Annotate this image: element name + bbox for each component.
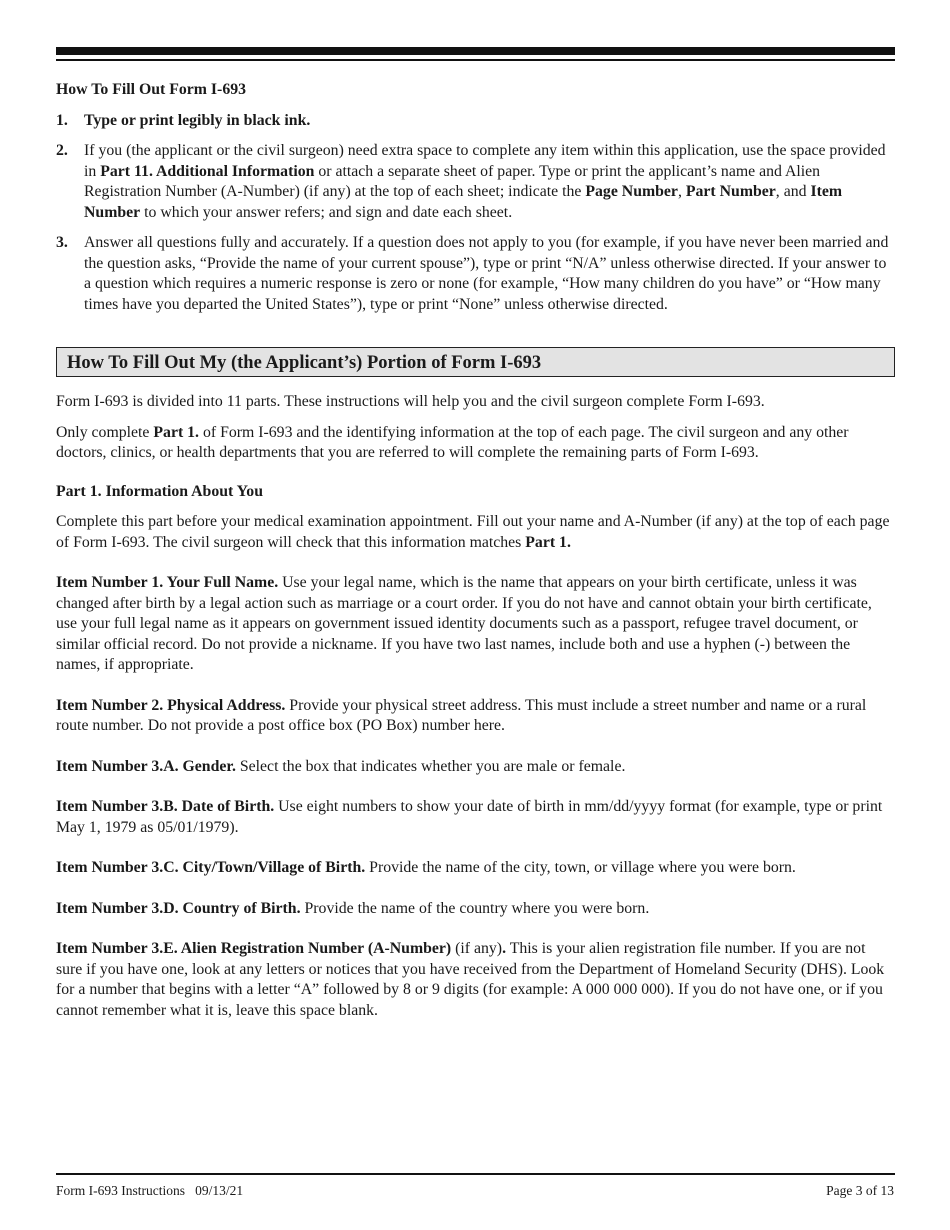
part1-paragraph: Complete this part before your medical examination appointment. Fill out your name and A-Number (if any) at the top of each page of Form I-693. The civil surgeon will check that this information matches Part 1.	[56, 513, 890, 551]
instruction-number: 3.	[56, 234, 68, 251]
item-paragraph: Item Number 3.A. Gender. Select the box that indicates whether you are male or female.	[56, 757, 626, 775]
item-paragraph: Item Number 1. Your Full Name. Use your legal name, which is the name that appears on your birth certificate, unless it was changed after birth by a legal action such as marriage or a court order. If you do not have and cannot obtain your birth certificate, use your full legal name as it appears on government issued identity documents such as a passport, refugee travel document, or similar official record. Do not provide a nickname. If you have two last names, include both and use a hyphen (-) between the names, if appropriate.	[56, 574, 872, 673]
intro-paragraph: Only complete Part 1. of Form I-693 and the identifying information at the top of each page. The civil surgeon and any other doctors, clinics, or health departments that you are referred to will complete the remaining parts of Form I-693.	[56, 423, 849, 461]
section-title-box: How To Fill Out My (the Applicant’s) Portion of Form I-693	[56, 347, 895, 377]
item-label: Item Number 3.A. Gender.	[56, 757, 236, 775]
instruction-item	[56, 233, 895, 315]
page-content	[56, 80, 895, 1021]
item-paragraph: Item Number 3.D. Country of Birth. Provide the name of the country where you were born.	[56, 899, 650, 917]
instruction-number: 1.	[56, 111, 68, 129]
item-label: Item Number 3.E. Alien Registration Number (A-Number)	[56, 940, 452, 957]
part1-heading: Part 1. Information About You	[56, 482, 263, 500]
form-heading: How To Fill Out Form I-693	[56, 81, 247, 98]
instruction-text: If you (the applicant or the civil surgeon) need extra space to complete any item within this application, use the space provided in Part 11. Additional Information or attach a separate sheet of paper. Type or print the applicant’s name and Alien Registration Number (A-Number) (if any) at the top of each sheet; indicate the Page Number, Part Number, and Item Number to which your answer refers; and sign and date each sheet.	[84, 142, 886, 221]
item-label: Item Number 2. Physical Address.	[56, 696, 286, 714]
item-paragraph: Item Number 3.C. City/Town/Village of Birth. Provide the name of the city, town, or village where you were born.	[56, 859, 796, 876]
footer-page-number: Page 3 of 13	[826, 1183, 894, 1198]
item-label: Item Number 3.C. City/Town/Village of Birth.	[56, 859, 366, 876]
header-thick-rule	[56, 47, 895, 55]
intro-paragraph: Form I-693 is divided into 11 parts. These instructions will help you and the civil surgeon complete Form I-693.	[56, 393, 765, 410]
instruction-item	[56, 141, 895, 223]
instruction-list	[56, 111, 895, 316]
item-label: Item Number 1. Your Full Name.	[56, 574, 279, 591]
instruction-item	[56, 111, 895, 132]
footer-form-id: Form I-693 Instructions 09/13/21	[56, 1183, 244, 1198]
item-paragraph: Item Number 3.B. Date of Birth. Use eight numbers to show your date of birth in mm/dd/yyyy format (for example, type or print May 1, 1979 as 05/01/1979).	[56, 798, 883, 836]
item-paragraph: Item Number 2. Physical Address. Provide your physical street address. This must include a street number and name or a rural route number. Do not provide a post office box (PO Box) number here.	[56, 696, 867, 734]
header-thin-rule	[56, 59, 895, 61]
instruction-number: 2.	[56, 142, 68, 159]
item-label: Item Number 3.D. Country of Birth.	[56, 899, 301, 917]
footer-rule	[56, 1173, 895, 1175]
instruction-text: Type or print legibly in black ink.	[84, 111, 311, 129]
item-label: Item Number 3.B. Date of Birth.	[56, 798, 275, 815]
item-paragraph: Item Number 3.E. Alien Registration Number (A-Number) (if any). This is your alien registration file number. If you are not sure if you have one, look at any letters or notices that you have received from the Department of Homeland Security (DHS). Look for a number that begins with a letter “A” followed by 8 or 9 digits (for example: A 000 000 000). If you do not have one, or if you cannot remember what it is, leave this space blank.	[56, 940, 885, 1019]
instruction-text: Answer all questions fully and accurately. If a question does not apply to you (for example, if you have never been married and the question asks, “Provide the name of your current spouse”), type or print “N/A” unless otherwise directed. If your answer to a question which requires a numeric response is zero or none (for example, “How many children do you have” or “How many times have you departed the United States”), type or print “None” unless otherwise directed.	[84, 234, 889, 313]
